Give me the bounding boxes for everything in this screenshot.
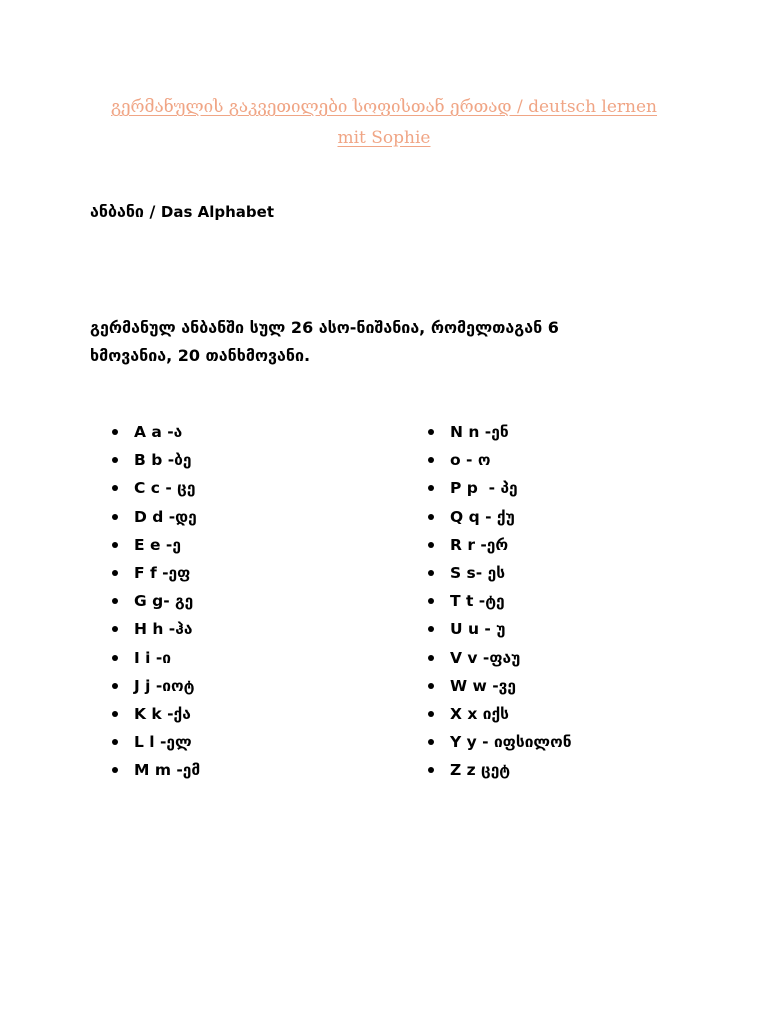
list-item	[112, 446, 200, 474]
list-item	[428, 756, 572, 784]
bullet-icon	[112, 542, 118, 548]
letter-entry: I i -ი	[134, 648, 172, 667]
bullet-icon	[112, 683, 118, 689]
list-item	[112, 644, 200, 672]
letter-entry: C c - ცე	[134, 479, 196, 498]
letter-entry: U u - უ	[450, 620, 506, 639]
list-item	[112, 615, 200, 643]
letter-entry: o - ო	[450, 451, 491, 470]
bullet-icon	[112, 457, 118, 463]
bullet-icon	[428, 429, 434, 435]
bullet-icon	[112, 626, 118, 632]
list-item	[428, 672, 572, 700]
intro-line-1: გერმანულ ანბანში სულ 26 ასო-ნიშანია, რომელთაგან 6	[90, 318, 559, 337]
bullet-icon	[428, 457, 434, 463]
letter-entry: Z z ცეტ	[450, 761, 511, 780]
intro-line-2: ხმოვანია, 20 თანხმოვანი.	[90, 346, 311, 365]
letter-entry: G g- გე	[134, 592, 194, 611]
letter-entry: Y y - იფსილონ	[450, 733, 572, 752]
list-item	[428, 728, 572, 756]
list-item	[112, 474, 200, 502]
document-title	[60, 92, 708, 154]
bullet-icon	[112, 598, 118, 604]
letter-entry: D d -დე	[134, 507, 197, 526]
list-item	[428, 587, 572, 615]
section-heading	[90, 202, 274, 221]
list-item	[112, 418, 200, 446]
letter-entry: X x იქს	[450, 704, 509, 723]
list-item	[428, 644, 572, 672]
bullet-icon	[112, 711, 118, 717]
bullet-icon	[428, 683, 434, 689]
list-item	[428, 559, 572, 587]
list-item	[428, 615, 572, 643]
bullet-icon	[428, 626, 434, 632]
letter-entry: W w -ვე	[450, 676, 516, 695]
section-heading-latin: Das Alphabet	[160, 203, 275, 221]
list-item	[428, 503, 572, 531]
list-item	[112, 728, 200, 756]
bullet-icon	[428, 485, 434, 491]
list-item	[428, 700, 572, 728]
list-item	[112, 756, 200, 784]
bullet-icon	[428, 767, 434, 773]
section-heading-separator: /	[143, 202, 161, 221]
list-item	[428, 474, 572, 502]
bullet-icon	[428, 711, 434, 717]
section-heading-georgian: ანბანი	[90, 202, 144, 221]
letter-entry: L l -ელ	[134, 733, 192, 752]
intro-paragraph	[90, 314, 690, 370]
list-item	[112, 700, 200, 728]
letter-entry: A a -ა	[134, 423, 183, 441]
letter-entry: E e -ე	[134, 535, 181, 554]
list-item	[428, 418, 572, 446]
list-item	[428, 446, 572, 474]
letter-entry: Q q - ქუ	[450, 507, 515, 526]
list-item	[112, 531, 200, 559]
bullet-icon	[112, 655, 118, 661]
bullet-icon	[112, 570, 118, 576]
bullet-icon	[112, 767, 118, 773]
title-line-2: mit Sophie	[337, 128, 431, 148]
letter-entry: V v -ფაუ	[450, 648, 521, 667]
letter-entry: T t -ტე	[450, 592, 505, 611]
list-item	[112, 503, 200, 531]
alphabet-list-right	[428, 418, 572, 784]
bullet-icon	[428, 598, 434, 604]
bullet-icon	[428, 570, 434, 576]
list-item	[112, 672, 200, 700]
alphabet-list-left	[112, 418, 200, 784]
bullet-icon	[112, 739, 118, 745]
letter-entry: J j -იოტ	[134, 676, 195, 695]
letter-entry: N n -ენ	[450, 423, 509, 441]
letter-entry: P p - პე	[450, 479, 518, 498]
list-item	[428, 531, 572, 559]
letter-entry: M m -ემ	[134, 761, 201, 780]
list-item	[112, 587, 200, 615]
bullet-icon	[112, 485, 118, 491]
list-item	[112, 559, 200, 587]
bullet-icon	[428, 514, 434, 520]
letter-entry: B b -ბე	[134, 451, 192, 470]
letter-entry: S s- ეს	[450, 563, 506, 582]
letter-entry: R r -ერ	[450, 535, 509, 554]
bullet-icon	[112, 429, 118, 435]
bullet-icon	[112, 514, 118, 520]
letter-entry: H h -ჰა	[134, 620, 193, 639]
bullet-icon	[428, 655, 434, 661]
bullet-icon	[428, 542, 434, 548]
letter-entry: K k -ქა	[134, 704, 191, 723]
title-line-1: გერმანულის გაკვეთილები სოფისთან ერთად / deutsch lernen	[110, 97, 658, 117]
bullet-icon	[428, 739, 434, 745]
letter-entry: F f -ეფ	[134, 563, 191, 582]
